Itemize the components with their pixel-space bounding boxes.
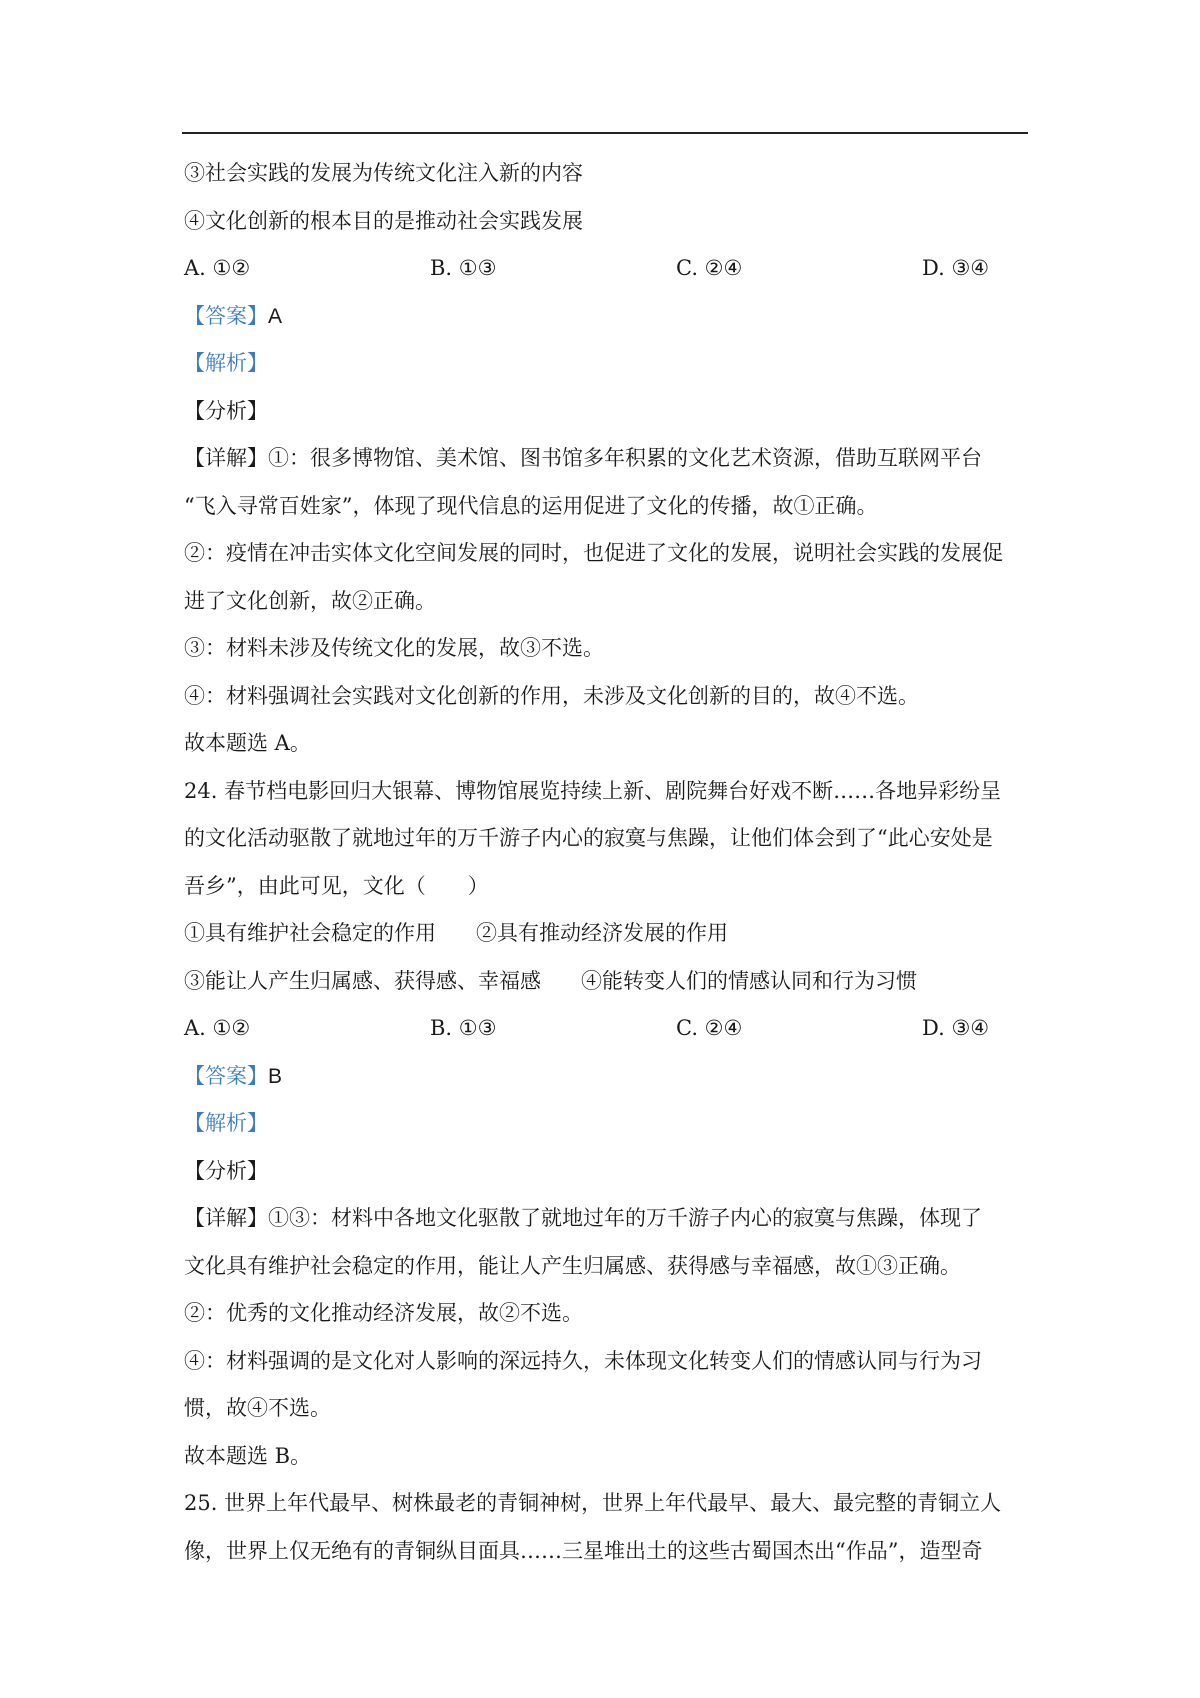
option-row [184,910,1030,958]
option-4: ④能转变人们的情感认同和行为习惯 [581,968,917,993]
detail-line: “飞入寻常百姓家”，体现了现代信息的运用促进了文化的传播，故①正确。 [184,493,878,518]
detail-line: ③：材料未涉及传统文化的发展，故③不选。 [184,636,604,660]
choice-c: C. ②④ [676,1016,743,1040]
detail-line: ④：材料强调的是文化对人影响的深远持久，未体现文化转变人们的情感认同与行为习 [184,1348,982,1373]
choice-a: A. ①② [184,256,251,280]
answer-label: 【答案】 [184,303,268,328]
question-24-stem: 的文化活动驱散了就地过年的万千游子内心的寂寞与焦躁，让他们体会到了“此心安处是 [184,826,993,850]
detail-line: 【详解】①：很多博物馆、美术馆、图书馆多年积累的文化艺术资源，借助互联网平台 [184,446,982,470]
fenxi-label: 【分析】 [184,1158,268,1183]
answer-line [184,293,1030,341]
detail-line: ④：材料强调社会实践对文化创新的作用，未涉及文化创新的目的，故④不选。 [184,683,919,708]
detail-line: ②：优秀的文化推动经济发展，故②不选。 [184,1301,583,1325]
statement-3: ③社会实践的发展为传统文化注入新的内容 [184,161,583,185]
choice-b: B. ①③ [430,1016,497,1040]
answer-value: A [268,304,283,328]
detail-line: 文化具有维护社会稳定的作用，能让人产生归属感、获得感与幸福感，故①③正确。 [184,1253,961,1278]
header-rule [182,132,1028,134]
statement-4: ④文化创新的根本目的是推动社会实践发展 [184,208,583,233]
choice-row [184,245,1030,293]
choice-d: D. ③④ [922,256,990,280]
question-24-stem: 24. 春节档电影回归大银幕、博物馆展览持续上新、剧院舞台好戏不断……各地异彩纷呈 [184,778,1002,803]
question-24-stem: 吾乡”，由此可见，文化（ ） [184,873,489,898]
choice-row [184,1005,1030,1053]
option-2: ②具有推动经济发展的作用 [476,921,728,945]
jiexi-label: 【解析】 [184,351,268,375]
fenxi-label: 【分析】 [184,398,268,423]
detail-line: ②：疫情在冲击实体文化空间发展的同时，也促进了文化的发展，说明社会实践的发展促 [184,541,1003,565]
option-1: ①具有维护社会稳定的作用 [184,921,436,945]
detail-line: 进了文化创新，故②正确。 [184,588,436,613]
conclusion-line: 故本题选 B。 [184,1443,312,1468]
choice-a: A. ①② [184,1016,251,1040]
jiexi-label: 【解析】 [184,1111,268,1135]
detail-line: 【详解】①③：材料中各地文化驱散了就地过年的万千游子内心的寂寞与焦躁，体现了 [184,1206,982,1230]
answer-value: B [268,1064,283,1088]
option-3: ③能让人产生归属感、获得感、幸福感 [184,968,541,993]
option-row [184,958,1030,1006]
answer-label: 【答案】 [184,1063,268,1088]
document-body [184,150,1030,1575]
choice-c: C. ②④ [676,256,743,280]
answer-line [184,1053,1030,1101]
choice-b: B. ①③ [430,256,497,280]
question-25-stem: 像，世界上仅无绝有的青铜纵目面具……三星堆出土的这些古蜀国杰出“作品”，造型奇 [184,1538,983,1563]
conclusion-line: 故本题选 A。 [184,731,311,755]
choice-d: D. ③④ [922,1016,990,1040]
detail-line: 惯，故④不选。 [184,1396,331,1420]
question-25-stem: 25. 世界上年代最早、树株最老的青铜神树，世界上年代最早、最大、最完整的青铜立人 [184,1491,1002,1515]
